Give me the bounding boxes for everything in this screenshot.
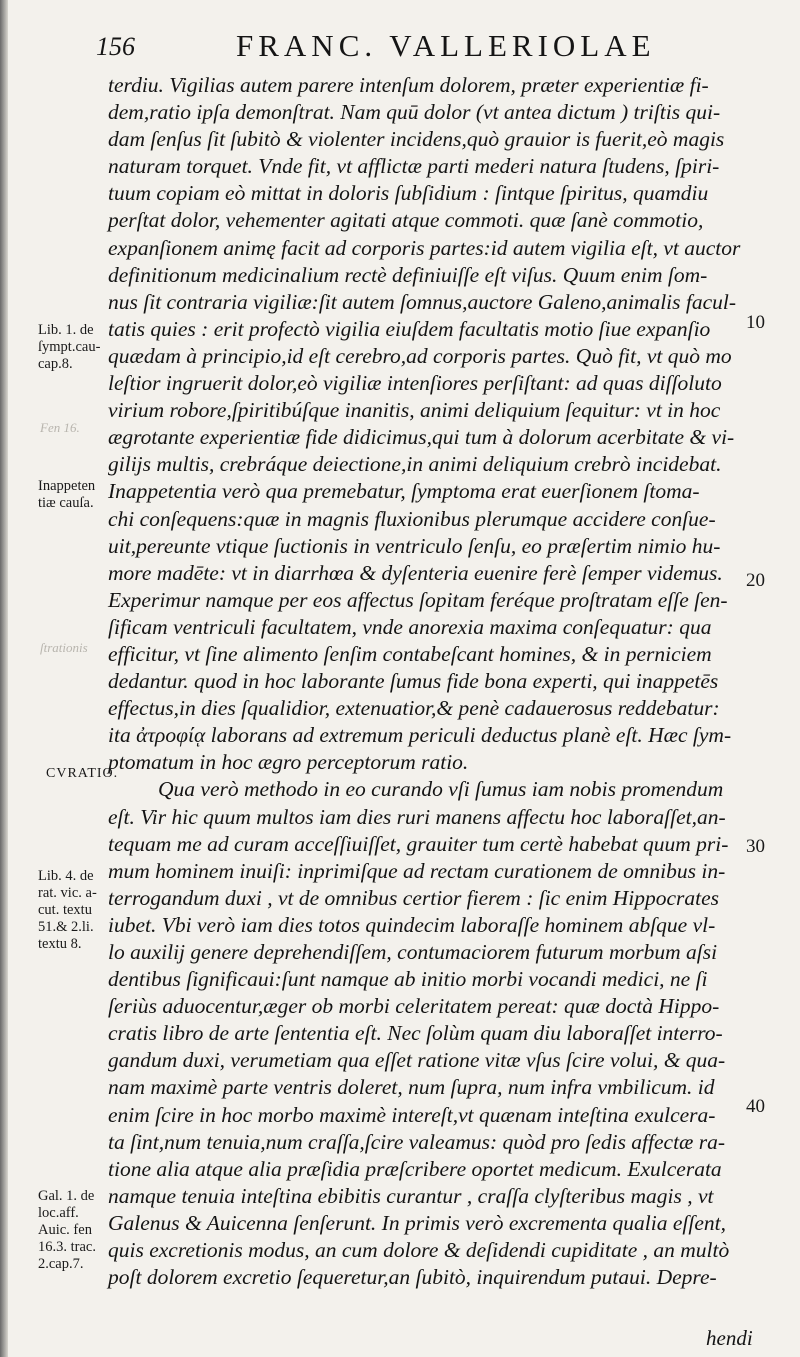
- text-line: terrogandum duxi , vt de omnibus certior fierem : ſic enim Hippocrates: [108, 885, 720, 910]
- running-title: FRANC. VALLERIOLAE: [236, 28, 656, 63]
- text-line: dam ſenſus ſit ſubitò & violenter incidens,quò grauior is fuerit,eò magis: [108, 127, 725, 152]
- text-line: lo auxilij genere deprehendiſſem, contumaciorem futurum morbum aſsi: [108, 940, 718, 964]
- catchword: hendi: [706, 1326, 753, 1350]
- text-line: expanſionem animę facit ad corporis partes:id autem vigilia eſt, vt auctor: [108, 235, 741, 260]
- line-number: 40: [746, 1096, 765, 1117]
- text-line: poſt dolorem excretio ſequeretur,an ſubitò, inquirendum putaui. Depre-: [108, 1265, 717, 1290]
- text-line: ptomatum in hoc ægro perceptorum ratio.: [108, 750, 469, 775]
- text-line: tione alia atque alia præſidia præſcribere oportet medicum. Exulcerata: [108, 1156, 722, 1181]
- text-line: tuum copiam eò mittat in doloris ſubſidium : ſintque ſpiritus, quamdiu: [108, 181, 709, 206]
- running-header: [96, 28, 756, 64]
- text-line: tatis quies : erit profectò vigilia eiuſdem facultatis motio ſiue expanſio: [108, 316, 711, 341]
- line-number: 20: [746, 570, 765, 591]
- text-line: ægrotante experientiæ fide didicimus,qui tum à dolorum acerbitate & vi-: [108, 425, 735, 450]
- text-line: ſeriùs aduocentur,æger ob morbi celeritatem pereat: quæ doctà Hippo-: [108, 994, 720, 1019]
- marginal-note: Inappeten tiæ cauſa.: [38, 478, 96, 511]
- text-line: Inappetentia verò qua premebatur, ſymptoma erat euerſionem ſtoma-: [108, 479, 700, 504]
- text-line: efficitur, vt ſine alimento ſenſim contabeſcant homines, & in perniciem: [108, 641, 712, 666]
- text-line: effectus,in dies ſqualidior, extenuatior,& penè cadauerosus reddebatur:: [108, 696, 720, 721]
- line-number: 30: [746, 836, 765, 857]
- text-line: nus ſit contraria vigiliæ:ſit autem ſomnus,auctore Galeno,animalis facul-: [108, 289, 737, 314]
- text-line: Galenus & Auicenna ſenſerunt. In primis verò excrementa qualia eſſent,: [108, 1210, 726, 1235]
- bleed-through-mark: Fen 16.: [40, 420, 80, 435]
- text-line: gilijs multis, crebráque deiectione,in animi deliquium crebrò incidebat.: [108, 452, 722, 477]
- text-line: quædam à principio,id eſt cerebro,ad corporis partes. Quò fit, vt quò mo: [108, 343, 732, 368]
- marginal-note: Lib. 1. de ſympt.cau- cap.8.: [38, 322, 101, 372]
- text-line: dedantur. quod in hoc laborante ſumus fide bona experti, qui inappetēs: [108, 669, 719, 694]
- text-line: tequam me ad curam acceſſiuiſſet, grauiter tum certè habebat quum pri-: [108, 831, 729, 856]
- text-line: Qua verò methodo in eo curando vſi ſumus iam nobis promendum: [158, 777, 724, 802]
- text-line: dem,ratio ipſa demonſtrat. Nam quū dolor (vt antea dictum ) triſtis qui-: [108, 100, 721, 125]
- text-line: gandum duxi, verumetiam qua eſſet ratione vitæ vſus ſcire volui, & qua-: [108, 1048, 726, 1073]
- text-line: namque tenuia inteſtina ebibitis curantur , craſſa clyſteribus magis , vt: [108, 1183, 714, 1208]
- marginal-note: Lib. 4. de rat. vic. a- cut. textu 51.& 2.li. textu 8.: [38, 868, 97, 952]
- text-line: nam maximè parte ventris doleret, num ſupra, num infra vmbilicum. id: [108, 1075, 715, 1100]
- page-gutter-shadow: [0, 0, 8, 1357]
- text-line: eſt. Vir hic quum multos iam dies ruri manens affectu hoc laboraſſet,an-: [108, 804, 726, 829]
- text-line: terdiu. Vigilias autem parere intenſum dolorem, præter experientiæ fi-: [108, 73, 709, 97]
- text-line: iubet. Vbi verò iam dies totos quindecim laboraſſe hominem abſque vl-: [108, 912, 716, 937]
- text-line: quis excretionis modus, an cum dolore & deſidendi cupiditate , an multò: [108, 1238, 730, 1263]
- text-line: definitionum medicinalium rectè definiuiſſe eſt viſus. Quum enim ſom-: [108, 262, 708, 287]
- text-line: leſtior ingruerit dolor,eò vigiliæ intenſiores perſiſtant: ad quas diſſoluto: [108, 371, 722, 396]
- text-line: dentibus ſignificaui:ſunt namque ab initio morbi vocandi medici, ne ſi: [108, 967, 708, 992]
- text-line: mum hominem inuiſi: inprimiſque ad rectam curationem de omnibus in-: [108, 858, 726, 883]
- text-line: ita ἀτροφίᾳ laborans ad extremum periculi deductus planè eſt. Hæc ſym-: [108, 723, 732, 748]
- section-marker: CVRATIO.: [46, 766, 119, 781]
- bleed-through-mark: ſtrationis: [40, 640, 88, 655]
- text-line: perſtat dolor, vehementer agitati atque commoti. quæ ſanè commotio,: [108, 208, 704, 233]
- marginal-note: Gal. 1. de loc.aff. Auic. fen 16.3. trac. 2.cap.7.: [38, 1188, 96, 1272]
- text-line: cratis libro de arte ſententia eſt. Nec ſolùm quam diu laboraſſet interro-: [108, 1021, 723, 1046]
- text-line: virium robore,ſpiritibúſque inanitis, animi deliquium ſequitur: vt in hoc: [108, 398, 721, 423]
- text-line: Experimur namque per eos affectus ſopitam feréque proſtratam eſſe ſen-: [108, 587, 728, 612]
- page-number: 156: [96, 32, 135, 61]
- text-line: more madēte: vt in diarrhœa & dyſenteria euenire ferè ſemper videmus.: [108, 560, 723, 585]
- text-line: naturam torquet. Vnde fit, vt afflictæ parti mederi natura ſtudens, ſpiri-: [108, 154, 720, 179]
- text-line: ta ſint,num tenuia,num craſſa,ſcire valeamus: quòd pro ſedis affectæ ra-: [108, 1129, 726, 1154]
- line-number: 10: [746, 312, 765, 333]
- text-line: chi conſequens:quæ in magnis fluxionibus plerumque accidere conſue-: [108, 506, 716, 531]
- text-line: ſificam ventriculi facultatem, vnde anorexia maxima conſequatur: qua: [108, 614, 712, 639]
- body-text: [108, 72, 766, 1291]
- text-line: uit,pereunte vtique ſuctionis in ventriculo ſenſu, eo præſertim nimio hu-: [108, 533, 721, 558]
- text-line: enim ſcire in hoc morbo maximè intereſt,vt quænam inteſtina exulcera-: [108, 1102, 716, 1127]
